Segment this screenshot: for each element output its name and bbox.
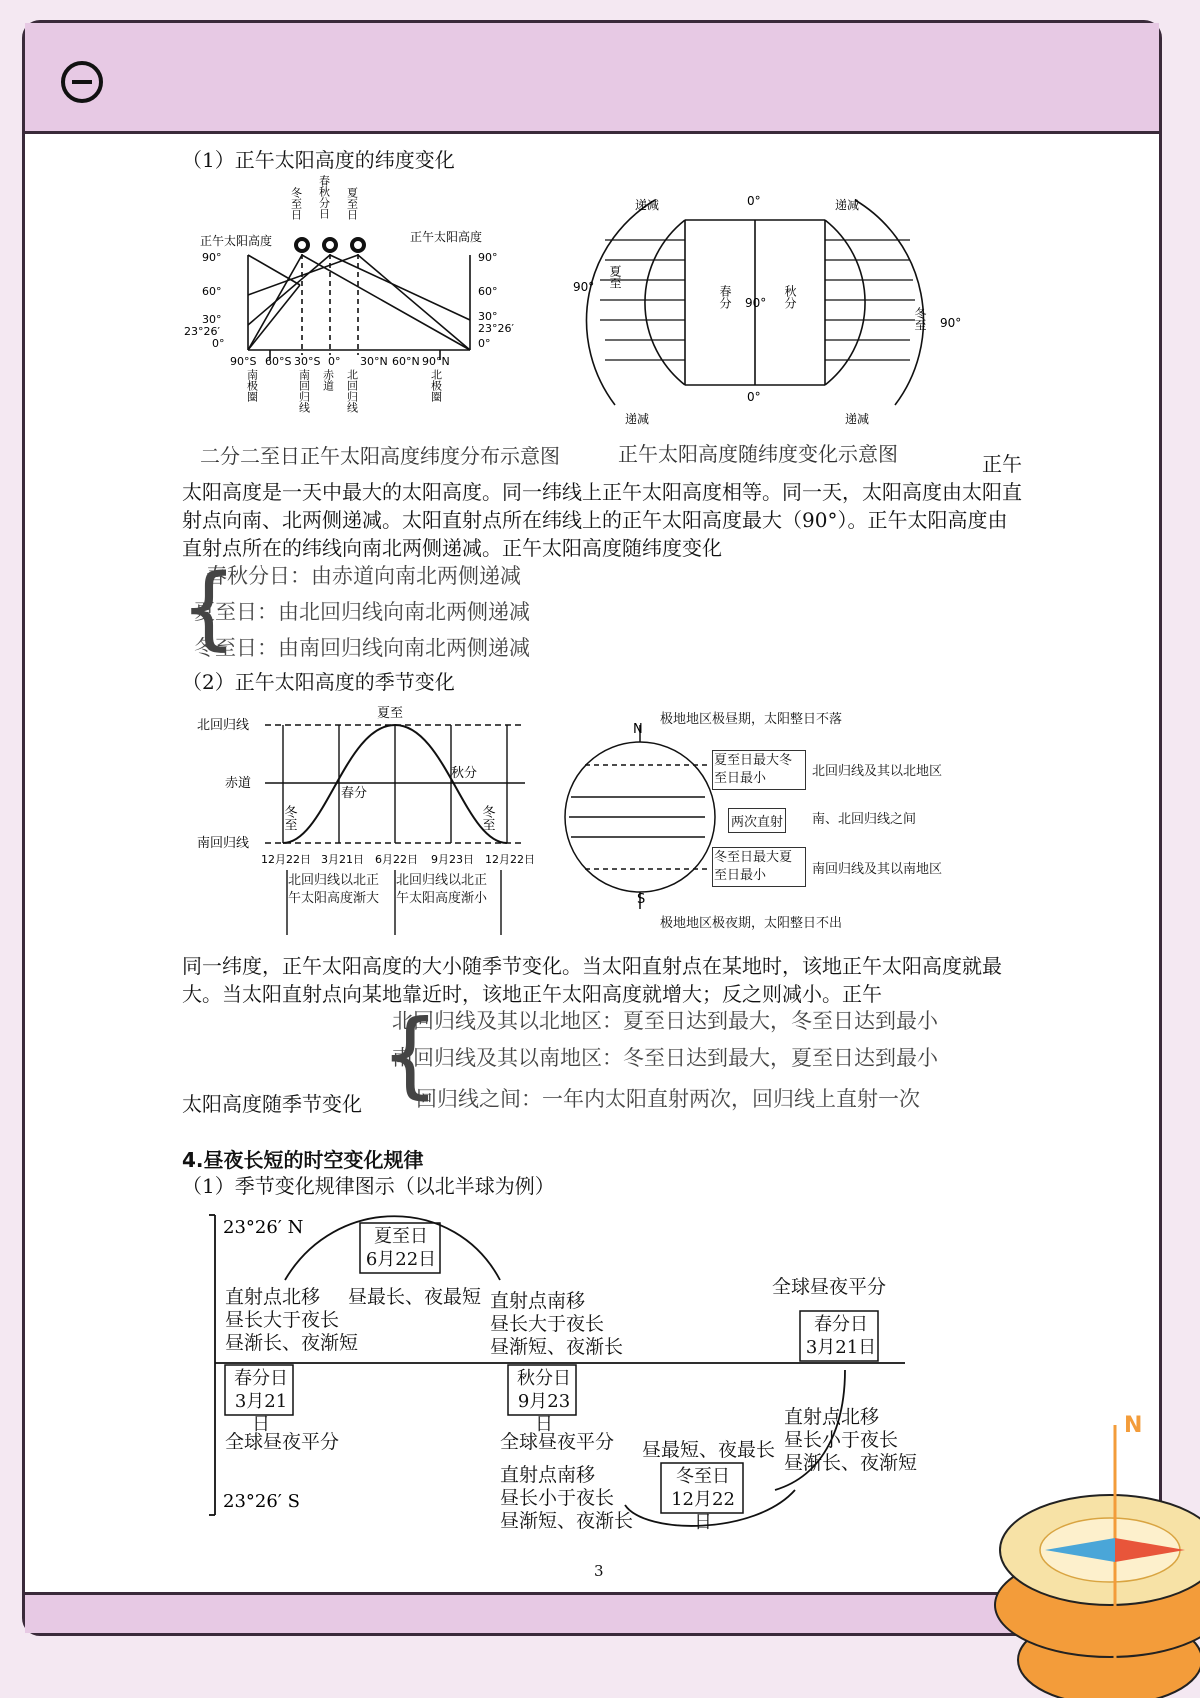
deg-label: 0° xyxy=(747,390,761,404)
minus-circle-icon[interactable] xyxy=(61,61,103,103)
spring-equinox-box-2: 春分日 3月21日 xyxy=(805,1314,877,1358)
polar-night-note: 极地地区极夜期，太阳整日不出 xyxy=(660,916,843,931)
equinox-label: 春分 xyxy=(718,285,732,309)
season-label: 冬至 xyxy=(281,805,297,831)
decrease-label: 递减 xyxy=(625,412,650,426)
zone-box: 冬至日最大夏至日最小 xyxy=(712,847,806,887)
compass-n-label: N xyxy=(1124,1413,1143,1438)
tick-label: 30° xyxy=(202,313,222,326)
tick-label: 0° xyxy=(478,337,491,350)
text-block: 全球昼夜平分 xyxy=(500,1431,615,1453)
brace-item: 冬至日：由南回归线向南北两侧递减 xyxy=(194,636,530,660)
brace-item: 北回归线及其以北地区：夏至日达到最大，冬至日达到最小 xyxy=(392,1009,938,1033)
lat-label: 南回归线 xyxy=(197,836,250,851)
lat-s-label: 23°26′ S xyxy=(223,1491,300,1512)
season-label: 冬至 xyxy=(479,805,495,831)
decrease-label: 递减 xyxy=(635,198,660,212)
compass-decoration xyxy=(960,1413,1200,1698)
polar-day-note: 极地地区极昼期，太阳整日不落 xyxy=(660,712,843,727)
tick-label: 30° xyxy=(478,310,498,323)
autumn-equinox-box: 秋分日 9月23日 xyxy=(517,1368,571,1435)
sun-marker xyxy=(324,239,336,251)
lat-label: 北回归线 xyxy=(197,718,250,733)
tick-label: 23°26′ xyxy=(478,322,514,335)
tick-label: 90° xyxy=(478,251,498,264)
zone-region: 南、北回归线之间 xyxy=(812,812,917,827)
deg-label: 90° xyxy=(745,296,767,310)
brace-item: 夏至日：由北回归线向南北两侧递减 xyxy=(194,600,530,624)
sun-marker xyxy=(296,239,308,251)
date-label: 6月22日 xyxy=(375,853,418,866)
zone-region: 南回归线及其以南地区 xyxy=(812,862,943,877)
brace-item: 春秋分日：由赤道向南北两侧递减 xyxy=(206,564,521,588)
tick-label: 23°26′ xyxy=(184,325,220,338)
paragraph-season: 同一纬度，正午太阳高度的大小随季节变化。当太阳直射点在某地时，该地正午太阳高度就最大。当太阳直射点向某地靠近时，该地正午太阳高度就增大；反之则减小。正午 xyxy=(182,954,1002,1006)
deg-label: 0° xyxy=(747,194,761,208)
season-label: 夏至 xyxy=(377,706,404,721)
summer-label: 夏至 xyxy=(608,265,622,289)
summer-solstice-box: 夏至日 6月22日 xyxy=(365,1226,437,1270)
deg-label: 90° xyxy=(940,316,962,330)
text-block: 全球昼夜平分 xyxy=(225,1431,340,1453)
equinox-label: 秋分 xyxy=(783,285,797,309)
date-label: 9月23日 xyxy=(431,853,474,866)
x-tick-label: 60°S xyxy=(265,355,292,368)
deg-label: 90° xyxy=(573,280,595,294)
text-block: 直射点南移 昼长小于夜长 昼渐短、夜渐长 xyxy=(500,1464,634,1532)
section-subtitle-daylength: （1）季节变化规律图示（以北半球为例） xyxy=(182,1174,555,1198)
decrease-label: 递减 xyxy=(835,198,860,212)
tick-label: 60° xyxy=(202,285,222,298)
x-tick-label: 0° xyxy=(328,355,341,368)
x-tick-label: 30°N xyxy=(360,355,388,368)
tick-label: 90° xyxy=(202,251,222,264)
y-axis-label-right: 正午太阳高度 xyxy=(410,230,483,244)
paragraph-latitude: 正午太阳高度是一天中最大的太阳高度。同一纬线上正午太阳高度相等。同一天，太阳高度由太阳直射点向南、北两侧递减。太阳直射点所在纬线上的正午太阳高度最大（90°）。正午太阳高度由直射点所在的纬线向南北两侧递减。正午太阳高度随纬度变化 xyxy=(182,452,1022,560)
bottom-label: 南回归线 xyxy=(297,369,311,413)
text-block: 直射点南移 昼长大于夜长 昼渐短、夜渐长 xyxy=(490,1290,624,1358)
figure-caption-2: 正午太阳高度随纬度变化示意图 xyxy=(618,442,898,466)
spring-equinox-box: 春分日 3月21日 xyxy=(234,1368,288,1435)
season-label: 春分 xyxy=(341,786,368,801)
lat-n-label: 23°26′ N xyxy=(223,1217,304,1238)
bottom-label: 南极圈 xyxy=(245,369,259,402)
south-label: S xyxy=(637,892,646,907)
bottom-label: 北回归线 xyxy=(345,369,359,413)
date-label: 12月22日 xyxy=(485,853,535,866)
section-title-latitude: （1）正午太阳高度的纬度变化 xyxy=(182,148,455,172)
season-label: 秋分 xyxy=(451,766,478,781)
text-block: 全球昼夜平分 xyxy=(772,1276,887,1298)
zone-box: 夏至日最大冬至日最小 xyxy=(712,750,806,790)
bottom-label: 北极圈 xyxy=(429,369,443,402)
winter-label: 冬至 xyxy=(913,307,927,331)
page-number: 3 xyxy=(594,1562,604,1580)
date-label: 12月22日 xyxy=(261,853,311,866)
tick-label: 60° xyxy=(478,285,498,298)
text-block: 直射点北移 昼长大于夜长 昼渐长、夜渐短 xyxy=(225,1286,359,1354)
paragraph-season-tail: 太阳高度随季节变化 xyxy=(182,1092,362,1116)
header-band xyxy=(25,23,1159,134)
x-tick-label: 30°S xyxy=(294,355,321,368)
lat-label: 赤道 xyxy=(225,776,252,791)
section-title-daylength: 4.昼夜长短的时空变化规律 xyxy=(182,1148,424,1172)
top-label: 冬至日 xyxy=(289,187,303,220)
text-block: 昼最短、夜最长 xyxy=(642,1439,776,1461)
figure-caption-1: 二分二至日正午太阳高度纬度分布示意图 xyxy=(200,444,560,468)
tick-label: 0° xyxy=(212,337,225,350)
text-block: 昼最长、夜最短 xyxy=(348,1286,482,1308)
text-block: 直射点北移 昼长小于夜长 昼渐长、夜渐短 xyxy=(784,1406,918,1474)
bottom-label: 赤道 xyxy=(321,369,335,391)
winter-solstice-box: 冬至日 12月22日 xyxy=(671,1466,735,1533)
x-tick-label: 90°N xyxy=(422,355,450,368)
brace-item: 回归线之间：一年内太阳直射两次，回归线上直射一次 xyxy=(416,1087,920,1111)
x-tick-label: 60°N xyxy=(392,355,420,368)
brace-item: 南回归线及其以南地区：冬至日达到最大，夏至日达到最小 xyxy=(392,1046,938,1070)
zone-region: 北回归线及其以北地区 xyxy=(812,764,943,779)
decrease-label: 递减 xyxy=(845,412,870,426)
top-label: 春秋分日 xyxy=(317,175,331,219)
top-label: 夏至日 xyxy=(345,187,359,220)
north-label: N xyxy=(633,722,643,737)
figure-latitude-change xyxy=(575,195,975,435)
zone-box: 两次直射 xyxy=(728,808,786,833)
sun-marker xyxy=(352,239,364,251)
seasonal-box-left: 北回归线以北正午太阳高度渐大 xyxy=(288,873,380,906)
figure-latitude-distribution xyxy=(184,175,540,435)
section-title-season: （2）正午太阳高度的季节变化 xyxy=(182,670,455,694)
date-label: 3月21日 xyxy=(321,853,364,866)
x-tick-label: 90°S xyxy=(230,355,257,368)
y-axis-label-left: 正午太阳高度 xyxy=(200,234,273,248)
figure-globe-zones xyxy=(565,705,725,930)
seasonal-box-right: 北回归线以北正午太阳高度渐小 xyxy=(396,873,488,906)
